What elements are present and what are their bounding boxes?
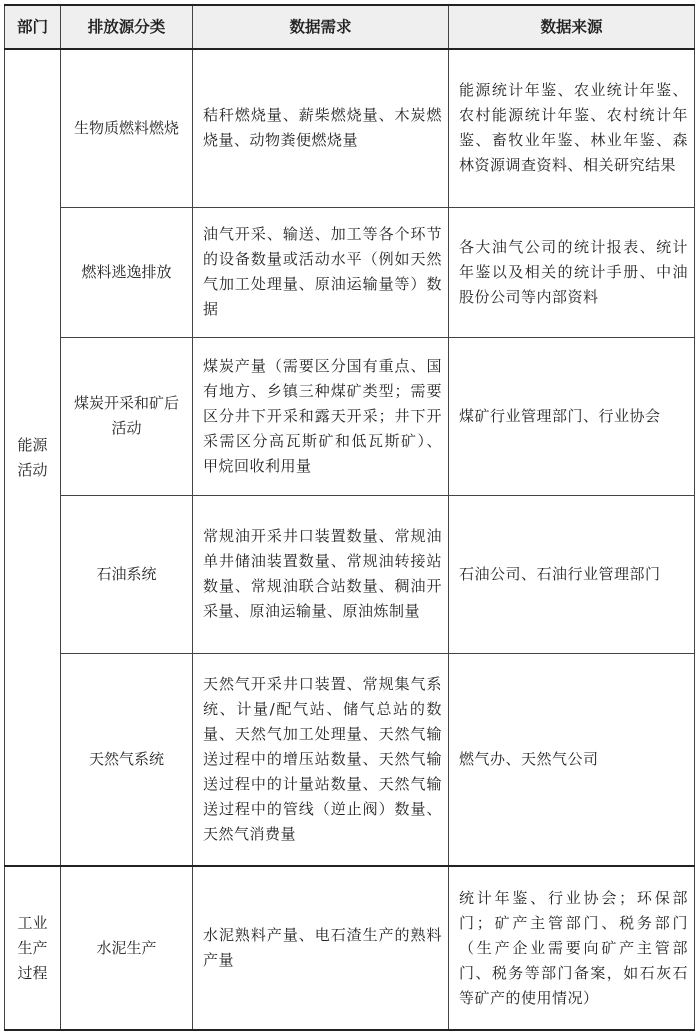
emission-data-table <box>4 4 695 1031</box>
category-cell: 水泥生产 <box>61 866 193 1030</box>
category-cell: 燃料逃逸排放 <box>61 207 193 337</box>
table-row <box>5 866 695 1030</box>
source-cell: 燃气办、天然气公司 <box>449 653 695 866</box>
table-row <box>5 49 695 207</box>
table-row <box>5 653 695 866</box>
dept-cell-energy: 能源活动 <box>5 49 61 866</box>
header-source: 数据来源 <box>449 5 695 49</box>
source-cell: 煤矿行业管理部门、行业协会 <box>449 337 695 495</box>
category-cell: 生物质燃料燃烧 <box>61 49 193 207</box>
category-cell: 天然气系统 <box>61 653 193 866</box>
table-header-row <box>5 5 695 49</box>
requirement-cell: 煤炭产量（需要区分国有重点、国有地方、乡镇三种煤矿类型；需要区分井下开采和露天开采；井下开采需区分高瓦斯矿和低瓦斯矿）、甲烷回收利用量 <box>193 337 449 495</box>
source-cell: 各大油气公司的统计报表、统计年鉴以及相关的统计手册、中油股份公司等内部资料 <box>449 207 695 337</box>
source-cell: 石油公司、石油行业管理部门 <box>449 495 695 653</box>
table-row <box>5 337 695 495</box>
header-category: 排放源分类 <box>61 5 193 49</box>
requirement-cell: 秸秆燃烧量、薪柴燃烧量、木炭燃烧量、动物粪便燃烧量 <box>193 49 449 207</box>
requirement-cell: 天然气开采井口装置、常规集气系统、计量/配气站、储气总站的数量、天然气加工处理量、天然气输送过程中的增压站数量、天然气输送过程中的计量站数量、天然气输送过程中的管线（逆止阀）数量、天然气消费量 <box>193 653 449 866</box>
requirement-cell: 水泥熟料产量、电石渣生产的熟料产量 <box>193 866 449 1030</box>
dept-cell-industrial: 工业生产过程 <box>5 866 61 1030</box>
requirement-cell: 常规油开采井口装置数量、常规油单井储油装置数量、常规油转接站数量、常规油联合站数量、稠油开采量、原油运输量、原油炼制量 <box>193 495 449 653</box>
category-cell: 煤炭开采和矿后活动 <box>61 337 193 495</box>
category-cell: 石油系统 <box>61 495 193 653</box>
table-row <box>5 495 695 653</box>
header-dept: 部门 <box>5 5 61 49</box>
table-row <box>5 207 695 337</box>
header-requirement: 数据需求 <box>193 5 449 49</box>
source-cell: 统计年鉴、行业协会；环保部门；矿产主管部门、税务部门（生产企业需要向矿产主管部门、税务等部门备案，如石灰石等矿产的使用情况） <box>449 866 695 1030</box>
requirement-cell: 油气开采、输送、加工等各个环节的设备数量或活动水平（例如天然气加工处理量、原油运输量等）数据 <box>193 207 449 337</box>
source-cell: 能源统计年鉴、农业统计年鉴、农村能源统计年鉴、农村统计年鉴、畜牧业年鉴、林业年鉴、森林资源调查资料、相关研究结果 <box>449 49 695 207</box>
